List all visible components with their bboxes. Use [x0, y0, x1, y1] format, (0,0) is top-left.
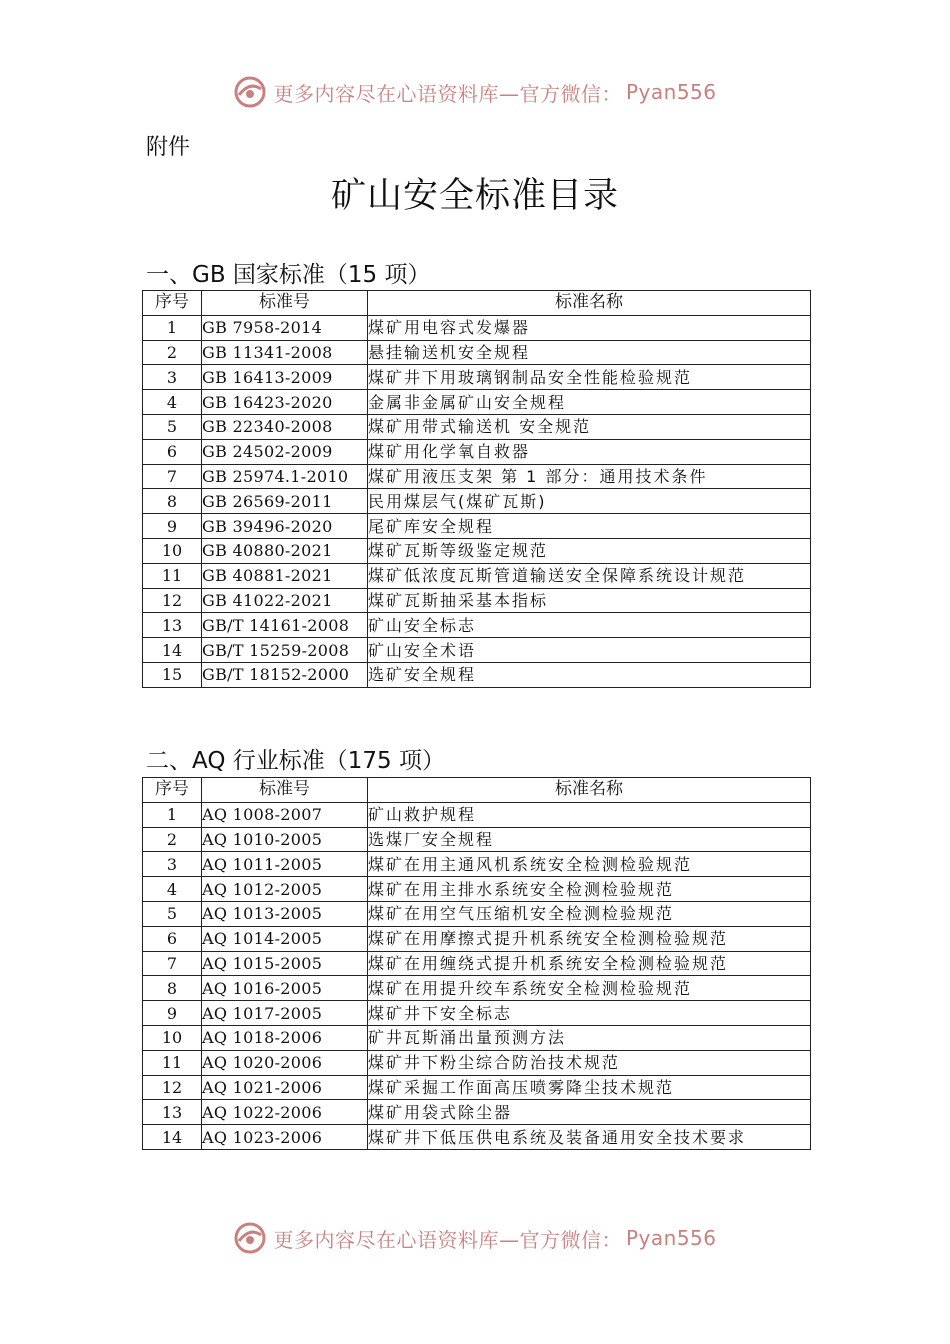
row-number: 2 [143, 827, 202, 852]
table-row [143, 340, 811, 365]
standard-name: 金属非金属矿山安全规程 [368, 390, 811, 415]
table-row [143, 563, 811, 588]
standard-code: GB 22340-2008 [202, 414, 368, 439]
standard-name: 煤矿采掘工作面高压喷雾降尘技术规范 [368, 1075, 811, 1100]
standard-code: GB 41022-2021 [202, 588, 368, 613]
attachment-label: 附件 [146, 135, 191, 160]
standard-code: GB/T 18152-2000 [202, 662, 368, 687]
standard-name: 矿山救护规程 [368, 802, 811, 827]
standard-code: GB 11341-2008 [202, 340, 368, 365]
standard-code: GB/T 15259-2008 [202, 638, 368, 663]
row-number: 4 [143, 877, 202, 902]
standard-code: GB 7958-2014 [202, 315, 368, 340]
standard-name: 尾矿库安全规程 [368, 514, 811, 539]
standard-name: 矿山安全术语 [368, 638, 811, 663]
row-number: 4 [143, 390, 202, 415]
watermark-wechat-id: Pyan556 [625, 1226, 717, 1250]
watermark-text: 更多内容尽在心语资料库—官方微信： [273, 1227, 622, 1252]
row-number: 1 [143, 802, 202, 827]
table-header-row [143, 778, 811, 803]
table-row [143, 1001, 811, 1026]
standard-code: AQ 1014-2005 [202, 926, 368, 951]
row-number: 9 [143, 1001, 202, 1026]
standard-name: 矿井瓦斯涌出量预测方法 [368, 1025, 811, 1050]
brand-logo-icon [233, 1221, 267, 1255]
standard-name: 煤矿井下粉尘综合防治技术规范 [368, 1050, 811, 1075]
row-number: 8 [143, 489, 202, 514]
table-row [143, 439, 811, 464]
table-header-row [143, 291, 811, 316]
standard-code: GB 16413-2009 [202, 365, 368, 390]
standard-name: 选矿安全规程 [368, 662, 811, 687]
table-row [143, 1100, 811, 1125]
table-row [143, 1025, 811, 1050]
section-heading-gb: 一、GB 国家标准（15 项） [146, 262, 431, 288]
standard-code: AQ 1017-2005 [202, 1001, 368, 1026]
watermark-bottom [0, 1218, 950, 1258]
row-number: 6 [143, 926, 202, 951]
standard-code: GB 40881-2021 [202, 563, 368, 588]
table-row [143, 901, 811, 926]
table-row [143, 315, 811, 340]
standard-name: 煤矿井下用玻璃钢制品安全性能检验规范 [368, 365, 811, 390]
table-row [143, 538, 811, 563]
row-number: 3 [143, 852, 202, 877]
row-number: 12 [143, 588, 202, 613]
standard-code: AQ 1022-2006 [202, 1100, 368, 1125]
gb-standards-table [142, 290, 811, 688]
row-number: 9 [143, 514, 202, 539]
standard-name: 选煤厂安全规程 [368, 827, 811, 852]
row-number: 11 [143, 1050, 202, 1075]
row-number: 7 [143, 951, 202, 976]
column-header-no: 序号 [143, 778, 202, 803]
standard-code: GB 26569-2011 [202, 489, 368, 514]
standard-name: 煤矿井下低压供电系统及装备通用安全技术要求 [368, 1125, 811, 1150]
standard-name: 民用煤层气(煤矿瓦斯) [368, 489, 811, 514]
table-row [143, 926, 811, 951]
standard-name: 煤矿在用主通风机系统安全检测检验规范 [368, 852, 811, 877]
row-number: 12 [143, 1075, 202, 1100]
row-number: 3 [143, 365, 202, 390]
standard-code: GB 40880-2021 [202, 538, 368, 563]
row-number: 6 [143, 439, 202, 464]
standard-name: 煤矿在用摩擦式提升机系统安全检测检验规范 [368, 926, 811, 951]
standard-code: AQ 1021-2006 [202, 1075, 368, 1100]
aq-standards-table [142, 777, 811, 1150]
standard-name: 煤矿用化学氧自救器 [368, 439, 811, 464]
row-number: 5 [143, 414, 202, 439]
table-row [143, 951, 811, 976]
row-number: 1 [143, 315, 202, 340]
standard-name: 煤矿瓦斯抽采基本指标 [368, 588, 811, 613]
table-row [143, 489, 811, 514]
column-header-name: 标准名称 [368, 778, 811, 803]
row-number: 7 [143, 464, 202, 489]
row-number: 2 [143, 340, 202, 365]
row-number: 15 [143, 662, 202, 687]
table-row [143, 365, 811, 390]
table-row [143, 390, 811, 415]
row-number: 10 [143, 1025, 202, 1050]
standard-name: 矿山安全标志 [368, 613, 811, 638]
standard-code: AQ 1010-2005 [202, 827, 368, 852]
standard-code: GB 16423-2020 [202, 390, 368, 415]
row-number: 8 [143, 976, 202, 1001]
table-row [143, 662, 811, 687]
row-number: 10 [143, 538, 202, 563]
table-row [143, 1075, 811, 1100]
table-row [143, 613, 811, 638]
table-row [143, 638, 811, 663]
table-row [143, 976, 811, 1001]
row-number: 13 [143, 1100, 202, 1125]
standard-code: GB 24502-2009 [202, 439, 368, 464]
standard-name: 煤矿在用提升绞车系统安全检测检验规范 [368, 976, 811, 1001]
standard-code: GB 25974.1-2010 [202, 464, 368, 489]
row-number: 11 [143, 563, 202, 588]
watermark-text: 更多内容尽在心语资料库—官方微信： [273, 81, 622, 106]
standard-name: 煤矿在用缠绕式提升机系统安全检测检验规范 [368, 951, 811, 976]
standard-code: AQ 1016-2005 [202, 976, 368, 1001]
standard-code: AQ 1023-2006 [202, 1125, 368, 1150]
row-number: 14 [143, 638, 202, 663]
standard-name: 煤矿低浓度瓦斯管道输送安全保障系统设计规范 [368, 563, 811, 588]
column-header-name: 标准名称 [368, 291, 811, 316]
standard-code: AQ 1020-2006 [202, 1050, 368, 1075]
standard-name: 悬挂输送机安全规程 [368, 340, 811, 365]
standard-name: 煤矿井下安全标志 [368, 1001, 811, 1026]
table-row [143, 464, 811, 489]
column-header-code: 标准号 [202, 291, 368, 316]
table-row [143, 588, 811, 613]
table-row [143, 827, 811, 852]
table-row [143, 802, 811, 827]
standard-code: AQ 1008-2007 [202, 802, 368, 827]
standard-code: AQ 1013-2005 [202, 901, 368, 926]
page-title: 矿山安全标准目录 [330, 176, 619, 216]
table-row [143, 852, 811, 877]
column-header-code: 标准号 [202, 778, 368, 803]
table-row [143, 414, 811, 439]
section-heading-aq: 二、AQ 行业标准（175 项） [146, 748, 445, 774]
standard-name: 煤矿在用空气压缩机安全检测检验规范 [368, 901, 811, 926]
table-row [143, 1050, 811, 1075]
row-number: 13 [143, 613, 202, 638]
brand-logo-icon [233, 75, 267, 109]
standard-code: GB 39496-2020 [202, 514, 368, 539]
standard-name: 煤矿用带式输送机 安全规范 [368, 414, 811, 439]
row-number: 5 [143, 901, 202, 926]
standard-name: 煤矿在用主排水系统安全检测检验规范 [368, 877, 811, 902]
standard-code: AQ 1012-2005 [202, 877, 368, 902]
row-number: 14 [143, 1125, 202, 1150]
standard-code: AQ 1011-2005 [202, 852, 368, 877]
standard-name: 煤矿用液压支架 第 1 部分：通用技术条件 [368, 464, 811, 489]
column-header-no: 序号 [143, 291, 202, 316]
standard-name: 煤矿用电容式发爆器 [368, 315, 811, 340]
standard-code: AQ 1018-2006 [202, 1025, 368, 1050]
table-row [143, 1125, 811, 1150]
watermark-wechat-id: Pyan556 [625, 80, 717, 104]
watermark-top [0, 72, 950, 112]
table-row [143, 514, 811, 539]
standard-code: AQ 1015-2005 [202, 951, 368, 976]
standard-name: 煤矿瓦斯等级鉴定规范 [368, 538, 811, 563]
standard-name: 煤矿用袋式除尘器 [368, 1100, 811, 1125]
standard-code: GB/T 14161-2008 [202, 613, 368, 638]
table-row [143, 877, 811, 902]
